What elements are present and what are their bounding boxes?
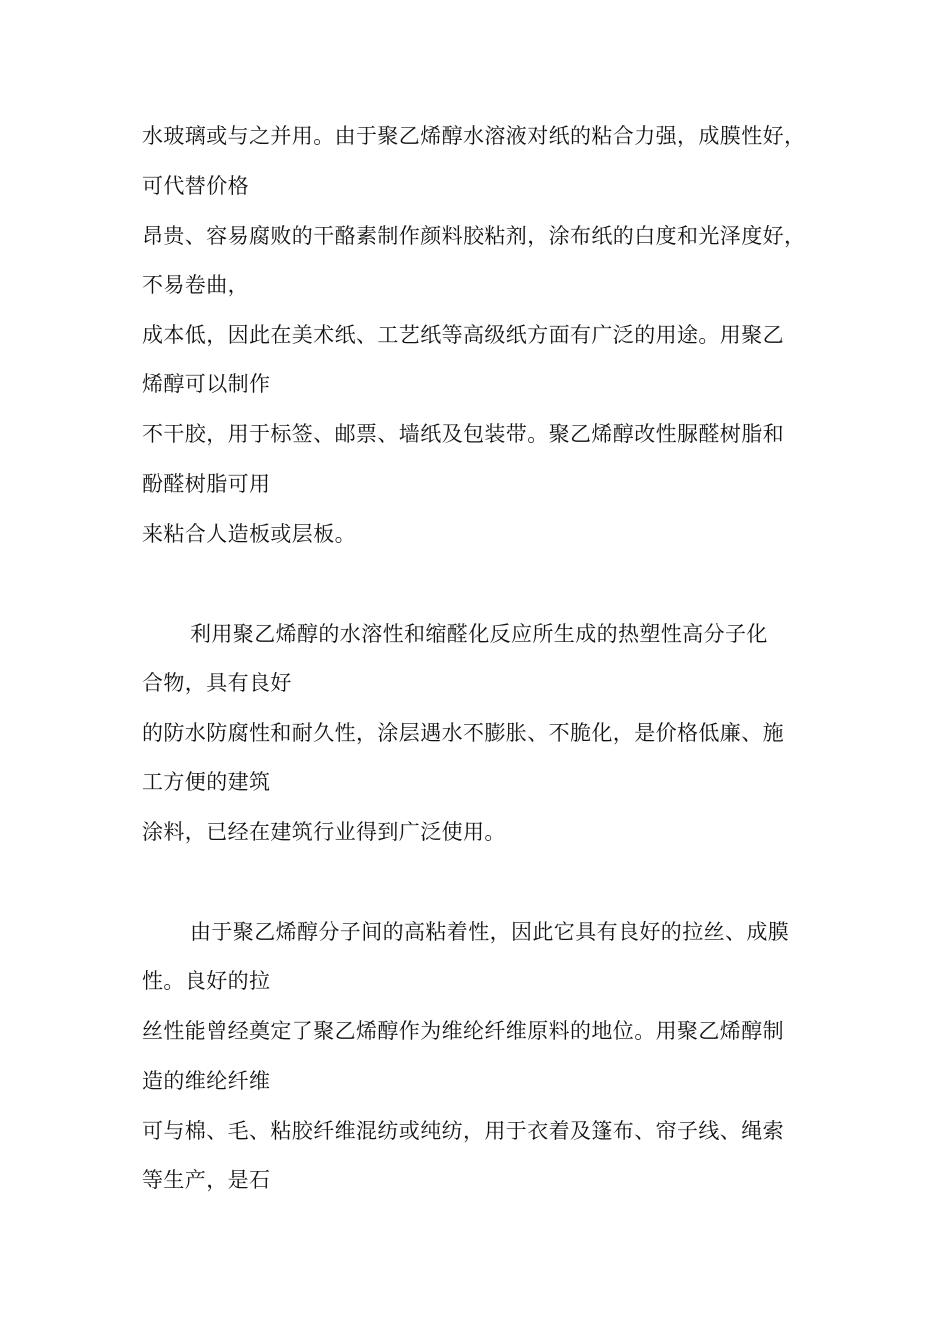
text-line: 合物，具有良好 bbox=[142, 671, 292, 695]
text-line: 丝性能曾经奠定了聚乙烯醇作为维纶纤维原料的地位。用聚乙烯醇制 bbox=[142, 1019, 784, 1043]
text-line: 成本低，因此在美术纸、工艺纸等高级纸方面有广泛的用途。用聚乙 bbox=[142, 323, 784, 347]
text-line: 性。良好的拉 bbox=[142, 969, 271, 993]
text-line: 由于聚乙烯醇分子间的高粘着性，因此它具有良好的拉丝、成膜 bbox=[190, 920, 790, 944]
text-line: 烯醇可以制作 bbox=[142, 372, 271, 396]
text-line: 可代替价格 bbox=[142, 174, 249, 198]
text-line: 酚醛树脂可用 bbox=[142, 472, 271, 496]
text-line: 造的维纶纤维 bbox=[142, 1069, 271, 1093]
text-line: 涂料，已经在建筑行业得到广泛使用。 bbox=[142, 820, 506, 844]
text-line: 来粘合人造板或层板。 bbox=[142, 522, 356, 546]
text-line: 昂贵、容易腐败的干酪素制作颜料胶粘剂，涂布纸的白度和光泽度好， bbox=[142, 224, 806, 248]
text-line: 利用聚乙烯醇的水溶性和缩醛化反应所生成的热塑性高分子化 bbox=[190, 622, 768, 646]
text-line: 可与棉、毛、粘胶纤维混纺或纯纺，用于衣着及篷布、帘子线、绳索 bbox=[142, 1119, 784, 1143]
text-line: 的防水防腐性和耐久性，涂层遇水不膨胀、不脆化，是价格低廉、施 bbox=[142, 721, 784, 745]
text-line: 不易卷曲， bbox=[142, 273, 249, 297]
text-line: 水玻璃或与之并用。由于聚乙烯醇水溶液对纸的粘合力强，成膜性好， bbox=[142, 124, 806, 148]
text-line: 等生产，是石 bbox=[142, 1168, 271, 1192]
text-line: 不干胶，用于标签、邮票、墙纸及包装带。聚乙烯醇改性脲醛树脂和 bbox=[142, 422, 784, 446]
text-line: 工方便的建筑 bbox=[142, 770, 271, 794]
